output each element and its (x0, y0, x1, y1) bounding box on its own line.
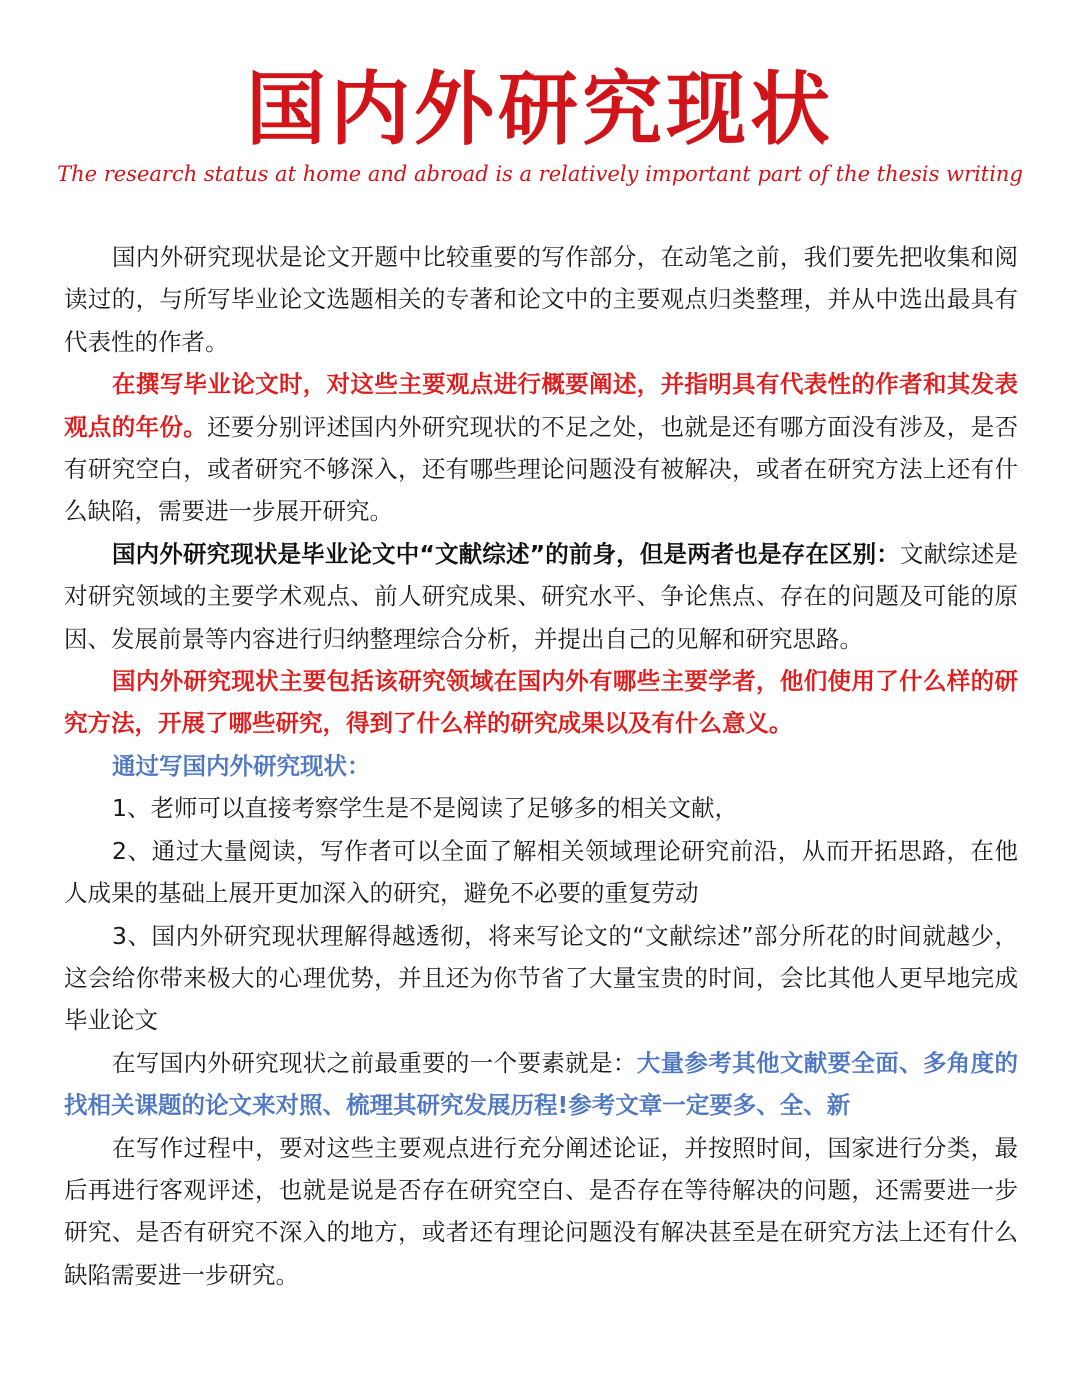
paragraph-key-element (64, 1042, 1018, 1127)
highlight-blue-text: 大量参考其他文献要全面、多角度的找相关课题的论文来对照、梳理其研究发展历程!参考文章一定要多、全、新 (64, 1048, 1019, 1120)
highlight-red-text: 在撰写毕业论文时，对这些主要观点进行概要阐述，并指明具有代表性的作者和其发表观点的年份。 (64, 370, 1018, 441)
article-body (64, 236, 1018, 1296)
paragraph-text: 文献综述是对研究领域的主要学术观点、前人研究成果、研究水平、争论焦点、存在的问题及可能的原因、发展前景等内容进行归纳整理综合分析，并提出自己的见解和研究思路。 (64, 539, 1019, 653)
list-item-3: 3、国内外研究现状理解得越透彻，将来写论文的“文献综述”部分所花的时间就越少，这会给你带来极大的心理优势，并且还为你节省了大量宝贵的时间，会比其他人更早地完成毕业论文 (64, 921, 1018, 1035)
section-heading: 通过写国内外研究现状： (112, 751, 371, 780)
list-item-2: 2、通过大量阅读，写作者可以全面了解相关领域理论研究前沿，从而开拓思路，在他人成果的基础上展开更加深入的研究，避免不必要的重复劳动 (64, 836, 1018, 908)
bold-text: 国内外研究现状是毕业论文中“文献综述”的前身，但是两者也是存在区别： (112, 539, 900, 568)
paragraph-writing-process: 在写作过程中，要对这些主要观点进行充分阐述论证，并按照时间，国家进行分类，最后再进行客观评述，也就是说是否存在研究空白、是否存在等待解决的问题，还需要进一步研究、是否有研究不深入的地方，或者还有理论问题没有解决甚至是在研究方法上还有什么缺陷需要进一步研究。 (64, 1133, 1018, 1289)
page-title: 国内外研究现状 (246, 63, 834, 156)
paragraph-text: 在写国内外研究现状之前最重要的一个要素就是： (112, 1048, 637, 1077)
paragraph-writing-guidance (64, 363, 1018, 533)
paragraph-text: 还要分别评述国内外研究现状的不足之处，也就是还有哪方面没有涉及，是否有研究空白，或者研究不够深入，还有哪些理论问题没有被解决，或者在研究方法上还有什么缺陷，需要进一步展开研究。 (64, 412, 1019, 526)
paragraph-literature-review (64, 533, 1018, 660)
paragraph-main-content: 国内外研究现状主要包括该研究领域在国内外有哪些主要学者，他们使用了什么样的研究方法，开展了哪些研究，得到了什么样的研究成果以及有什么意义。 (64, 667, 1018, 738)
list-item-1: 1、老师可以直接考察学生是不是阅读了足够多的相关文献， (112, 794, 738, 823)
paragraph-intro: 国内外研究现状是论文开题中比较重要的写作部分，在动笔之前，我们要先把收集和阅读过的，与所写毕业论文选题相关的专著和论文中的主要观点归类整理，并从中选出最具有代表性的作者。 (64, 243, 1018, 356)
page-subtitle: The research status at home and abroad is a relatively important part of the thesis writing (57, 162, 1023, 186)
